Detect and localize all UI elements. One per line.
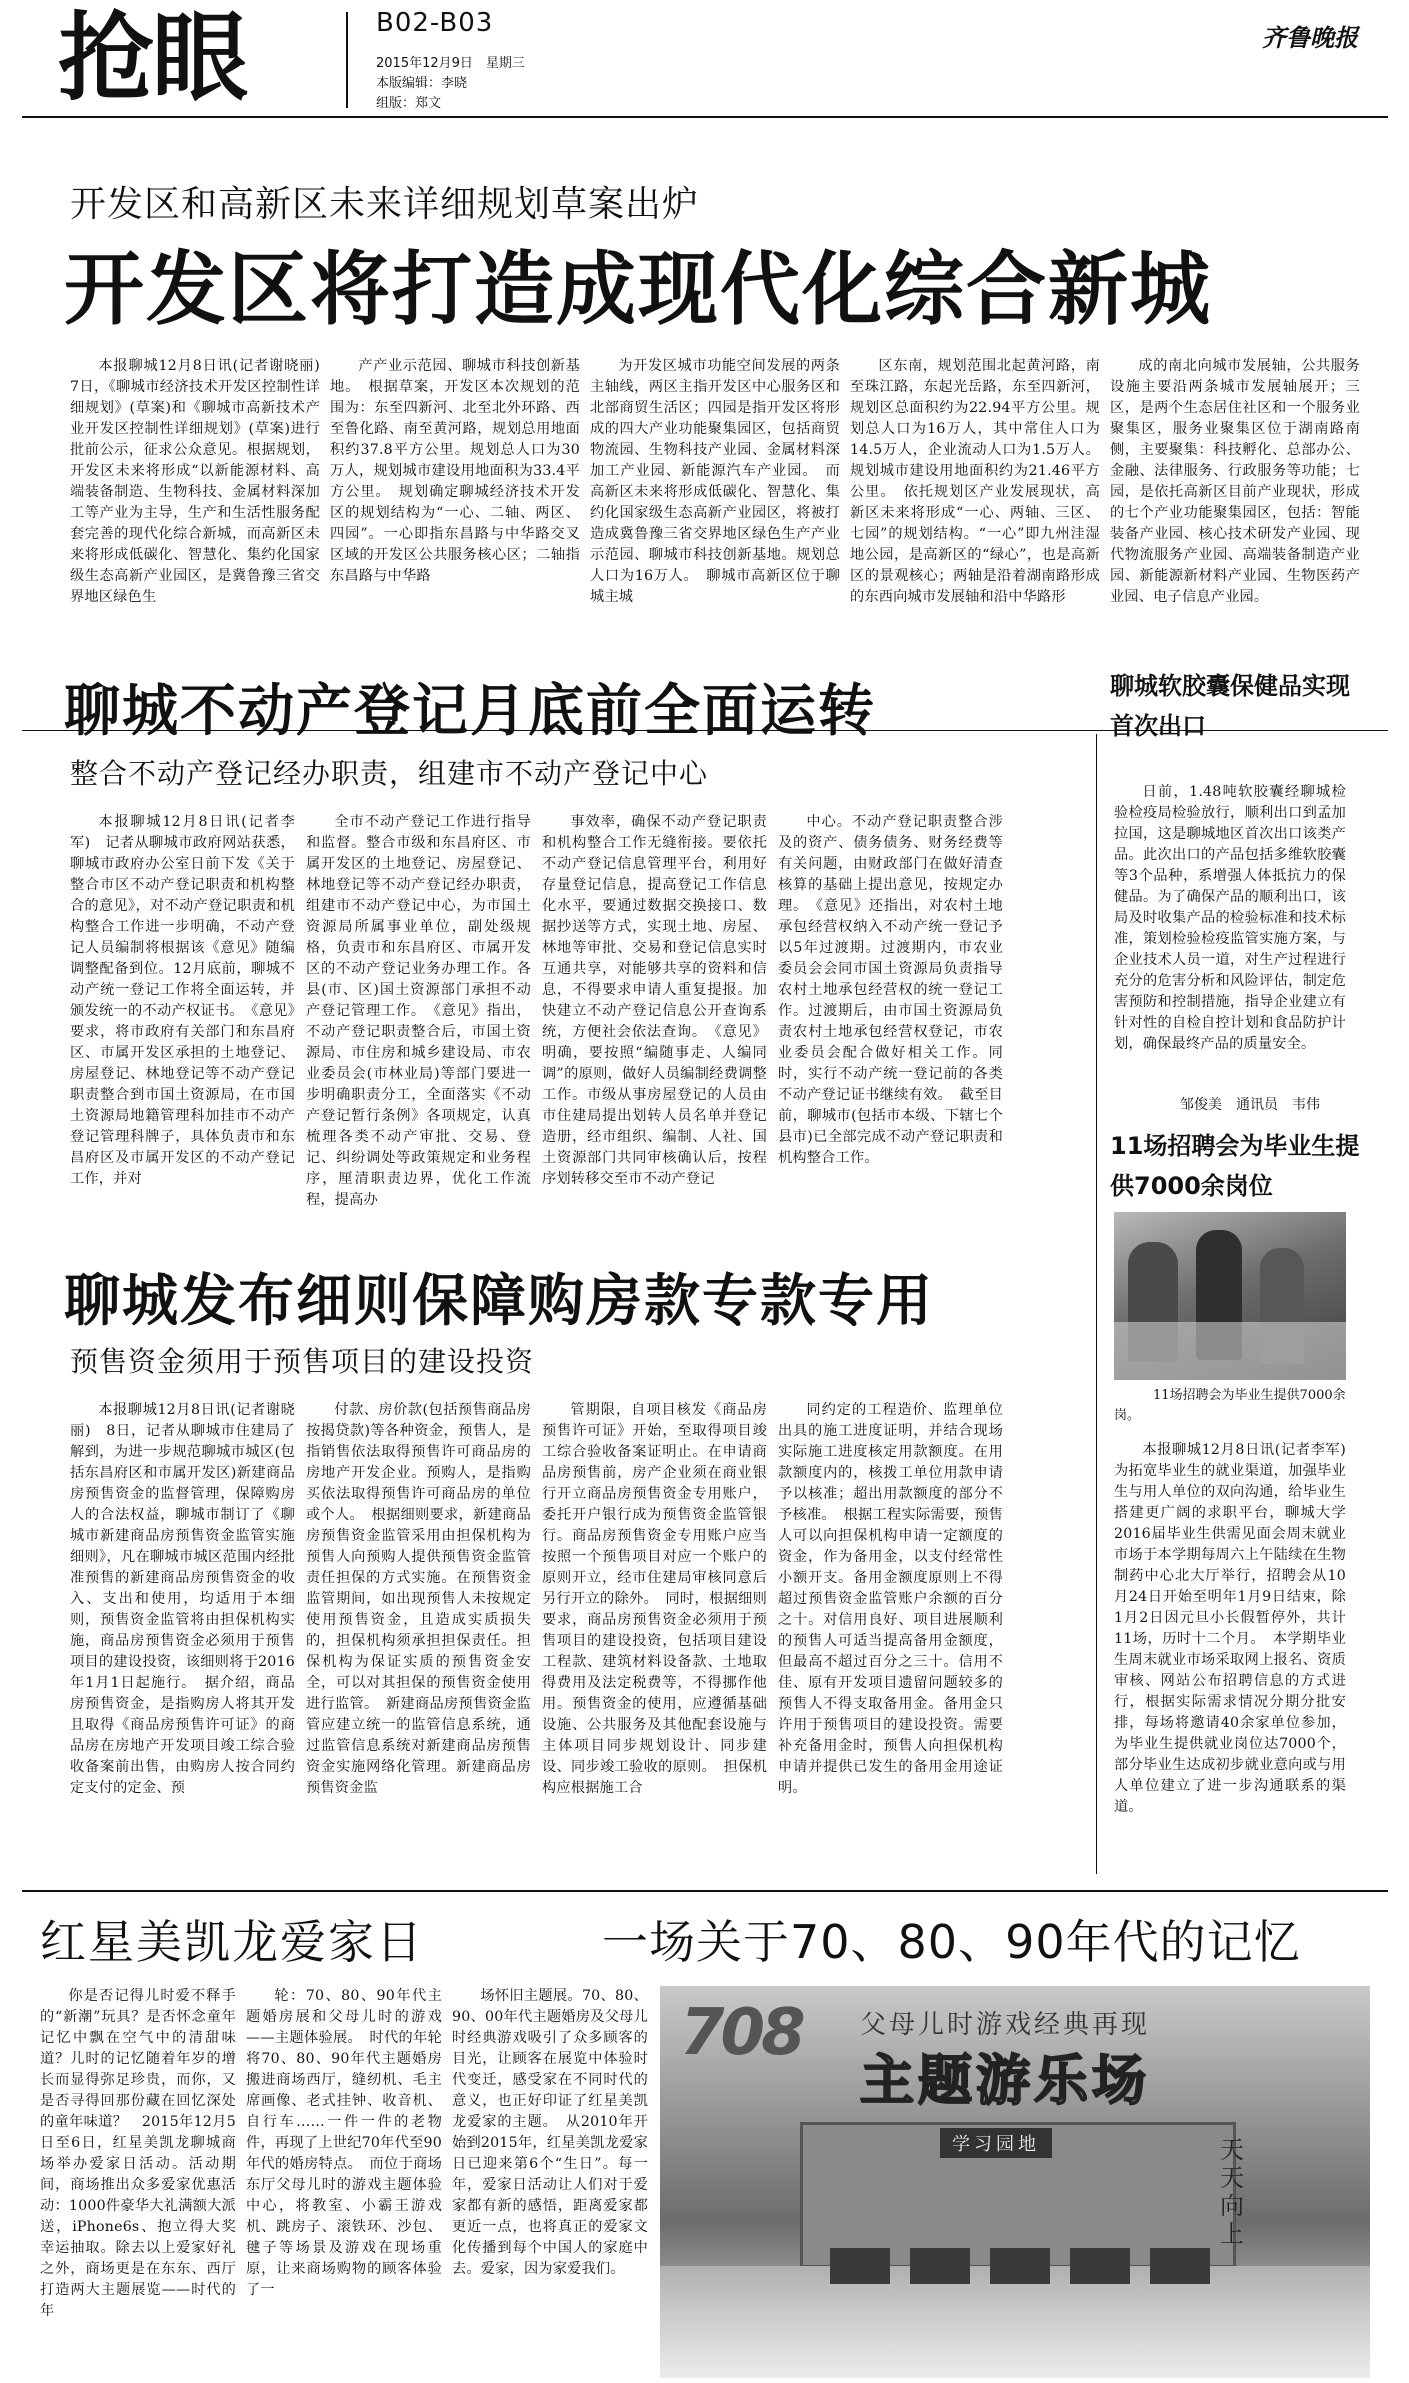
article3-col-2: 付款、房价款(包括预售商品房按揭贷款)等各种资金，预售人，是指销售依法取得预售许可商品房的房地产开发企业。预购人，是指购买依法取得预售许可商品房的单位或个人。 根据细则要求，新建商品房预售资金监管采用由担保机构为预售人向预购人提供预售资金监管责任担保的方式实施。在预售资金监管期间，如出现预售人未按规定使用预售资金，且造成实质损失的，担保机构须承担担保责任。担保机构为保证实质的预售资金安全，可以对其担保的预售资金使用进行监管。 新建商品房预售资金监管应建立统一的监管信息系统，通过监管信息系统对新建商品房预售资金实施网络化管理。新建商品房预售资金监 xyxy=(306,1402,531,1796)
layout-credit: 组版：郑文 xyxy=(376,96,442,111)
photo-title: 主题游乐场 xyxy=(860,2049,1150,2112)
sidebar1-body: 日前，1.48吨软胶囊经聊城检验检疫局检验放行，顺利出口到孟加拉国，这是聊城地区首次出口该类产品。此次出口的产品包括多维软胶囊等3个品种，系增强人体抵抗力的保健品。为了确保产品的顺利出口，该局及时收集产品的检验标准和技术标准，策划检验检疫监管实施方案，与企业技术人员一道，对生产过程进行充分的危害分析和风险评估，制定危害预防和控制措施，指导企业建立有针对性的自检自控计划和食品防护计划，确保最终产品的质量安全。 xyxy=(1114,784,1346,1052)
article1-col-3: 为开发区城市功能空间发展的两条主轴线，两区主指开发区中心服务区和北部商贸生活区；四园是指开发区将形成的四大产业功能聚集园区，包括商贸物流园、生物科技产业园、金属材料深加工产业园、新能源汽车产业园。 而高新区未来将形成低碳化、智慧化、集约化国家级生态高新产业园区，将被打造成冀鲁豫三省交界地区绿色生产产业示范园、聊城市科技创新基地。规划总人口为16万人。 聊城市高新区位于聊城主城 xyxy=(590,358,840,605)
article1-col-5: 成的南北向城市发展轴，公共服务设施主要沿两条城市发展轴展开；三区，是两个生态居住社区和一个服务业聚集区，服务业聚集区位于湖南路南侧，主要聚集：科技孵化、总部办公、金融、法律服务、行政服务等功能；七园，是依托高新区目前产业现状，形成的七个产业功能聚集园区，包括：智能装备产业园、核心技术研发产业园、现代物流服务产业园、高端装备制造产业园、新能源新材料产业园、生物医药产业园、电子信息产业园。 xyxy=(1110,358,1360,605)
photo-sign: 学习园地 xyxy=(940,2128,1052,2158)
article1-kicker: 开发区和高新区未来详细规划草案出炉 xyxy=(70,184,700,225)
photo-desks xyxy=(830,2248,1210,2284)
sidebar2-headline: 11场招聘会为毕业生提供7000余岗位 xyxy=(1110,1132,1360,1200)
article1-col-1: 本报聊城12月8日讯(记者谢晓丽) 7日，《聊城市经济技术开发区控制性详细规划》(草案)和《聊城市高新技术产业开发区控制性详细规划》(草案)进行批前公示，征求公众意见。根据规划，开发区未来将形成“以新能源材料、高端装备制造、生物科技、金属材料深加工等产业为主导，生产和生活性服务配套完善的现代化综合新城，而高新区未来将形成低碳化、智慧化、集约化国家级生态高新产业园区，是冀鲁豫三省交界地区绿色生 xyxy=(70,358,335,605)
ad-top-rule xyxy=(22,1890,1388,1892)
article2-col-4: 中心。不动产登记职责整合涉及的资产、债务债务、财务经费等有关问题，由财政部门在做好清查核算的基础上提出意见，按规定办理。 《意见》还指出，对农村土地承包经营权纳入不动产统一登记予以5年过渡期。过渡期内，市农业委员会会同市国土资源局负责指导农村土地承包经营权的统一登记工作。过渡期后，由市国土资源局负责农村土地承包经营权登记，市农业委员会配合做好相关工作。同时，实行不动产统一登记前的各类不动产登记证书继续有效。 截至目前，聊城市(包括市本级、下辖七个县市)已全部完成不动产登记职责和机构整合工作。 xyxy=(778,814,1003,1166)
photo-banner: 父母儿时游戏经典再现 xyxy=(860,2010,1151,2040)
newspaper-logo: 齐鲁晚报 xyxy=(1262,23,1358,52)
ad-col-2: 轮：70、80、90年代主题婚房展和父母儿时的游戏——主题体验展。 时代的年轮将70、80、90年代主题婚房搬进商场西厅，缝纫机、毛主席画像、老式挂钟、收音机、自行车……一件一件的老物件，再现了上世纪70年代至90年代的婚房特点。 而位于商场东厅父母儿时的游戏主题体验中心，将教室、小霸王游戏机、跳房子、滚铁环、沙包、毽子等场景及游戏在现场重原，让来商场购物的顾客体验了一 xyxy=(246,1988,442,2298)
article2-col-2: 全市不动产登记工作进行指导和监督。整合市级和东昌府区、市属开发区的土地登记、房屋登记、林地登记等不动产登记经办职责，组建市不动产登记中心，为市国土资源局所属事业单位，副处级规格，负责市和东昌府区、市属开发区的不动产登记业务办理工作。各县(市、区)国土资源部门承担不动产登记管理工作。 《意见》指出，不动产登记职责整合后，市国土资源局、市住房和城乡建设局、市农业委员会(市林业局)等部门要进一步明确职责分工，全面落实《不动产登记暂行条例》各项规定，认真梳理各类不动产审批、交易、登记、纠纷调处等政策规定和业务程序，厘清职责边界，优化工作流程，提高办 xyxy=(306,814,531,1208)
article1-col-2: 产产业示范园、聊城市科技创新基地。 根据草案，开发区本次规划的范围为：东至四新河、北至北外环路、西至鲁化路、南至黄河路，规划总用地面积约37.8平方公里。规划总人口为30万人，规划城市建设用地面积为33.4平方公里。 规划确定聊城经济技术开发区的规划结构为“一心、二轴、两区、四园”。一心即指东昌路与中华路交叉区域的开发区公共服务核心区；二轴指东昌路与中华路 xyxy=(330,358,580,584)
editor-credit: 本版编辑：李晓 xyxy=(376,76,468,91)
photo-wall-text: 天天向上 xyxy=(1220,2136,1244,2248)
theme-park-photo xyxy=(660,1986,1370,2378)
article2-headline: 聊城不动产登记月底前全面运转 xyxy=(64,679,876,744)
masthead-rule xyxy=(22,116,1388,118)
article2-kicker: 整合不动产登记经办职责，组建市不动产登记中心 xyxy=(70,757,709,790)
job-fair-photo xyxy=(1114,1212,1346,1380)
article3-col-1: 本报聊城12月8日讯(记者谢晓丽) 8日，记者从聊城市住建局了解到，为进一步规范聊城市城区(包括东昌府区和市属开发区)新建商品房预售资金的监督管理，保障购房人的合法权益，聊城市制订了《聊城市新建商品房预售资金监管实施细则》，凡在聊城市城区范围内经批准预售的新建商品房预售资金的收入、支出和使用，均适用于本细则，预售资金监管将由担保机构实施，商品房预售资金必须用于预售项目的建设投资，该细则将于2016年1月1日起施行。 据介绍，商品房预售资金，是指购房人将其开发且取得《商品房预售许可证》的商品房在房地产开发项目竣工综合验收备案前出售，由购房人按合同约定支付的定金、预 xyxy=(70,1402,295,1796)
sidebar1-headline: 聊城软胶囊保健品实现首次出口 xyxy=(1110,672,1350,740)
job-fair-caption: 11场招聘会为毕业生提供7000余岗。 xyxy=(1114,1388,1346,1423)
sidebar-divider xyxy=(1096,734,1097,1874)
article3-kicker: 预售资金须用于预售项目的建设投资 xyxy=(70,1345,535,1378)
sidebar1-byline: 邹俊美 通讯员 韦伟 xyxy=(1180,1097,1320,1113)
section-title: 抢眼 xyxy=(58,2,246,114)
article1-headline: 开发区将打造成现代化综合新城 xyxy=(64,243,1212,336)
article3-col-4: 同约定的工程造价、监理单位出具的施工进度证明，并结合现场实际施工进度核定用款额度。在用款额度内的，核拨工单位用款申请予以核准；超出用款额度的部分不予核准。 根据工程实际需要，预售人可以向担保机构申请一定额度的资金，作为备用金，以支付经常性小额开支。备用金额度原则上不得超过预售资金监管账户余额的百分之十。对信用良好、项目进展顺利的预售人可适当提高备用金额度，但最高不超过百分之三十。信用不佳、原有开发项目遗留问题较多的预售人不得支取备用金。备用金只许用于预售项目的建设投资。需要补充备用金时，预售人向担保机构申请并提供已发生的备用金用途证明。 xyxy=(778,1402,1003,1796)
photo-logo: 708 xyxy=(680,1996,802,2070)
ad-left-title: 红星美凯龙爱家日 xyxy=(40,1915,424,1969)
article3-headline: 聊城发布细则保障购房款专款专用 xyxy=(64,1269,934,1334)
page-numbers: B02-B03 xyxy=(376,8,494,38)
ad-right-title: 一场关于70、80、90年代的记忆 xyxy=(602,1915,1301,1969)
ad-col-3: 场怀旧主题展。70、80、90、00年代主题婚房及父母儿时经典游戏吸引了众多顾客的目光，让顾客在展览中体验时代变迁，感受家在不同时代的意义，也正好印证了红星美凯龙爱家的主题。 从2010年开始到2015年，红星美凯龙爱家日已迎来第6个“生日”。每一年，爱家日活动让人们对于爱家都有新的感悟，距离爱家都更近一点，也将真正的爱家文化传播到每个中国人的家庭中去。爱家，因为家爱我们。 xyxy=(452,1988,648,2277)
issue-date: 2015年12月9日 星期三 xyxy=(376,56,525,71)
sidebar2-body: 本报聊城12月8日讯(记者李军) 为拓宽毕业生的就业渠道，加强毕业生与用人单位的双向沟通，给毕业生搭建更广阔的求职平台，聊城大学2016届毕业生供需见面会周末就业市场于本学期每周六上午陆续在生物制药中心北大厅举行，招聘会从10月24日开始至明年1月9日结束，除1月2日因元旦小长假暂停外，共计11场，历时十二个月。 本学期毕业生周末就业市场采取网上报名、资质审核、网站公布招聘信息的方式进行，根据实际需求情况分期分批安排，每场将邀请40余家单位参加，为毕业生提供就业岗位达7000个，部分毕业生达成初步就业意向或与用人单位建立了进一步沟通联系的渠道。 xyxy=(1114,1442,1361,1815)
article2-col-1: 本报聊城12月8日讯(记者李军) 记者从聊城市政府网站获悉，聊城市政府办公室日前下发《关于整合市区不动产登记职责和机构整合的意见》，对不动产登记职责和机构整合工作进一步明确，不动产登记人员编制将根据该《意见》随编调整配备到位。12月底前，聊城不动产统一登记工作将全面运转，并颁发统一的不动产权证书。 《意见》要求，将市政府有关部门和东昌府区、市属开发区承担的土地登记、房屋登记、林地登记等不动产登记职责整合到市国土资源局，在市国土资源局地籍管理科加挂市不动产登记管理科牌子，具体负责市和东昌府区及市属开发区的不动产登记工作，并对 xyxy=(70,814,295,1187)
article3-col-3: 管期限，自项目核发《商品房预售许可证》开始，至取得项目竣工综合验收备案证明止。在申请商品房预售前，房产企业须在商业银行开立商品房预售资金专用账户，委托开户银行成为预售资金监管银行。商品房预售资金专用账户应当按照一个预售项目对应一个账户的原则开立，经市住建局审核同意后另行开立的除外。 同时，根据细则要求，商品房预售资金必须用于预售项目的建设投资，包括项目建设工程款、建筑材料设备款、土地取得费用及法定税费等，不得挪作他用。预售资金的使用，应遵循基础设施、公共服务及其他配套设施与主体项目同步规划设计、同步建设、同步竣工验收的原则。 担保机构应根据施工合 xyxy=(542,1402,767,1796)
masthead-vertical-rule xyxy=(346,12,348,108)
article2-col-3: 事效率，确保不动产登记职责和机构整合工作无缝衔接。要依托不动产登记信息管理平台，利用好存量登记信息，提高登记工作信息化水平，要通过数据交换接口、数据抄送等方式，实现土地、房屋、林地等审批、交易和登记信息实时互通共享，对能够共享的资料和信息，不得要求申请人重复提报。加快建立不动产登记信息公开查询系统，方便社会依法查询。 《意见》明确，要按照“编随事走、人编同调”的原则，做好人员编制经费调整工作。市级从事房屋登记的人员由市住建局提出划转人员名单并登记造册，经市组织、编制、人社、国土资源部门共同审核确认后，按程序划转移交至市不动产登记 xyxy=(542,814,767,1187)
article1-col-4: 区东南，规划范围北起黄河路，南至珠江路，东起光岳路，东至四新河，规划区总面积约为22.94平方公里。规划总人口为16万人，其中常住人口为14.5万人，企业流动人口为1.5万人。规划城市建设用地面积约为21.46平方公里。 依托规划区产业发展现状，高新区未来将形成“一心、两轴、三区、七园”的规划结构。“一心”即九州洼湿地公园，是高新区的“绿心”，也是高新区的景观核心；两轴是沿着湖南路形成的东西向城市发展轴和沿中华路形 xyxy=(850,358,1100,605)
ad-col-1: 你是否记得儿时爱不释手的“新潮”玩具？是否怀念童年记忆中飘在空气中的清甜味道？儿时的记忆随着年岁的增长而显得弥足珍贵，而你，又是否寻得回那份藏在回忆深处的童年味道？ 2015年12月5日至6日，红星美凯龙聊城商场举办爱家日活动。活动期间，商场推出众多爱家优惠活动：1000件豪华大礼满额大派送，iPhone6s、抱立得大奖幸运抽取。除去以上爱家好礼之外，商场更是在东东、西厅打造两大主题展览——时代的年 xyxy=(40,1988,236,2319)
